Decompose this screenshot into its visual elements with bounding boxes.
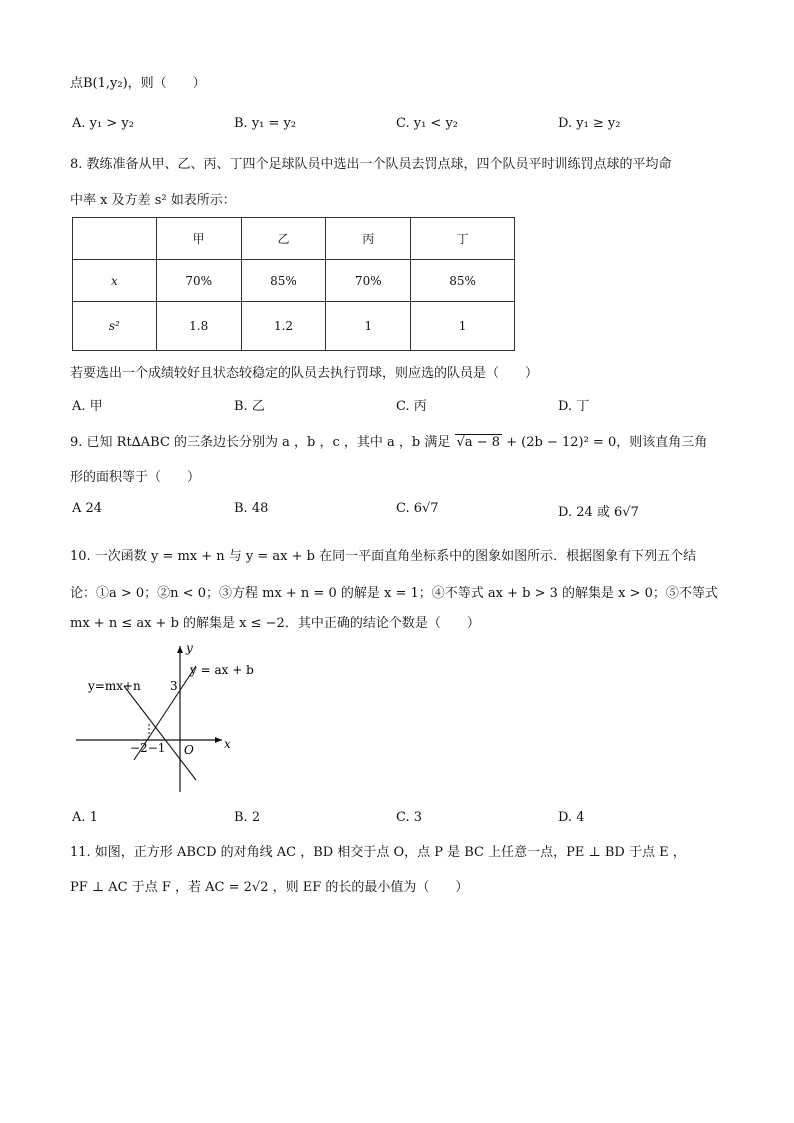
- q8-option-d: D. 丁: [558, 399, 590, 414]
- q9-stem-line2: 形的面积等于（ ）: [70, 470, 201, 485]
- table-header-row: [73, 218, 515, 260]
- q10-option-d: D. 4: [558, 810, 585, 825]
- q7-option-b: B. y₁ = y₂: [234, 116, 297, 131]
- q9-option-d: D. 24 或 6√7: [558, 505, 639, 520]
- line-mx-plus-n: [124, 686, 196, 780]
- graph-label-mx-plus-n: y=mx+n: [88, 679, 141, 693]
- q8-option-a: A. 甲: [72, 399, 103, 414]
- table-cell: s²: [73, 302, 157, 351]
- x-ticks: −2−1: [130, 741, 166, 755]
- table-cell: 1.8: [156, 302, 241, 351]
- table-row: [73, 302, 515, 351]
- q9-option-b: B. 48: [234, 501, 269, 516]
- q7-tail: 点B(1,y₂)，则（ ）: [70, 76, 206, 91]
- table-cell: 丙: [326, 218, 411, 260]
- graph-label-ax-plus-b: y = ax + b: [190, 663, 254, 677]
- q10-option-a: A. 1: [72, 810, 98, 825]
- x-axis-arrow: [215, 737, 222, 743]
- y-axis-label: y: [186, 641, 193, 655]
- q9-stem-part1: 9. 已知 Rt∆ABC 的三条边长分别为 a ，b ，c ，其中 a ，b 满足: [70, 435, 455, 450]
- q8-option-b: B. 乙: [234, 399, 265, 414]
- q11-stem-line1: 11. 如图，正方形 ABCD 的对角线 AC ，BD 相交于点 O，点 P 是 BC 上任意一点，PE ⊥ BD 于点 E ，: [70, 845, 686, 860]
- table-cell: 70%: [326, 260, 411, 302]
- q8-stem-line1: 8. 教练准备从甲、乙、丙、丁四个足球队员中选出一个队员去罚点球，四个队员平时训练罚点球的平均命: [70, 157, 672, 172]
- q9-option-a: A 24: [72, 501, 103, 516]
- table-cell: 85%: [411, 260, 515, 302]
- q8-data-table: [72, 217, 515, 351]
- q10-option-c: C. 3: [396, 810, 423, 825]
- q10-stem-line1: 10. 一次函数 y = mx + n 与 y = ax + b 在同一平面直角坐标系中的图象如图所示．根据图象有下列五个结: [70, 549, 697, 564]
- q9-sqrt-expression: √a − 8: [456, 435, 500, 450]
- y-tick-3: 3: [170, 679, 178, 693]
- q9-stem-line1: [70, 431, 707, 450]
- q8-question: 若要选出一个成绩较好且状态较稳定的队员去执行罚球，则应选的队员是（ ）: [70, 366, 539, 381]
- table-cell: 1.2: [241, 302, 326, 351]
- origin-label: O: [184, 743, 194, 757]
- q9-stem-part2: + (2b − 12)² = 0，则该直角三角: [502, 435, 708, 450]
- q9-sqrt-radicand: a − 8: [464, 435, 500, 450]
- q10-stem-line2: 论：①a > 0；②n < 0；③方程 mx + n = 0 的解是 x = 1；④不等式 ax + b > 3 的解集是 x > 0；⑤不等式: [70, 586, 718, 601]
- q11-stem-line2: PF ⊥ AC 于点 F ，若 AC = 2√2 ，则 EF 的长的最小值为（ ）: [70, 880, 469, 895]
- table-cell: 丁: [411, 218, 515, 260]
- x-axis-label: x: [224, 737, 231, 751]
- table-cell: x: [73, 260, 157, 302]
- table-cell: 乙: [241, 218, 326, 260]
- q8-stem-line2: 中率 x 及方差 s² 如表所示：: [70, 193, 236, 208]
- table-cell: 85%: [241, 260, 326, 302]
- table-cell: 1: [326, 302, 411, 351]
- table-cell: [73, 218, 157, 260]
- q7-option-c: C. y₁ < y₂: [396, 116, 459, 131]
- q10-function-graph: [72, 640, 292, 800]
- table-cell: 70%: [156, 260, 241, 302]
- q7-option-a: A. y₁ > y₂: [72, 116, 134, 131]
- q9-option-c: C. 6√7: [396, 501, 439, 516]
- q10-option-b: B. 2: [234, 810, 261, 825]
- table-cell: 甲: [156, 218, 241, 260]
- y-axis-arrow: [177, 646, 183, 653]
- table-row: [73, 260, 515, 302]
- q8-option-c: C. 丙: [396, 399, 427, 414]
- q7-option-d: D. y₁ ≥ y₂: [558, 116, 621, 131]
- q10-stem-line3: mx + n ≤ ax + b 的解集是 x ≤ −2．其中正确的结论个数是（ ）: [70, 616, 480, 631]
- table-cell: 1: [411, 302, 515, 351]
